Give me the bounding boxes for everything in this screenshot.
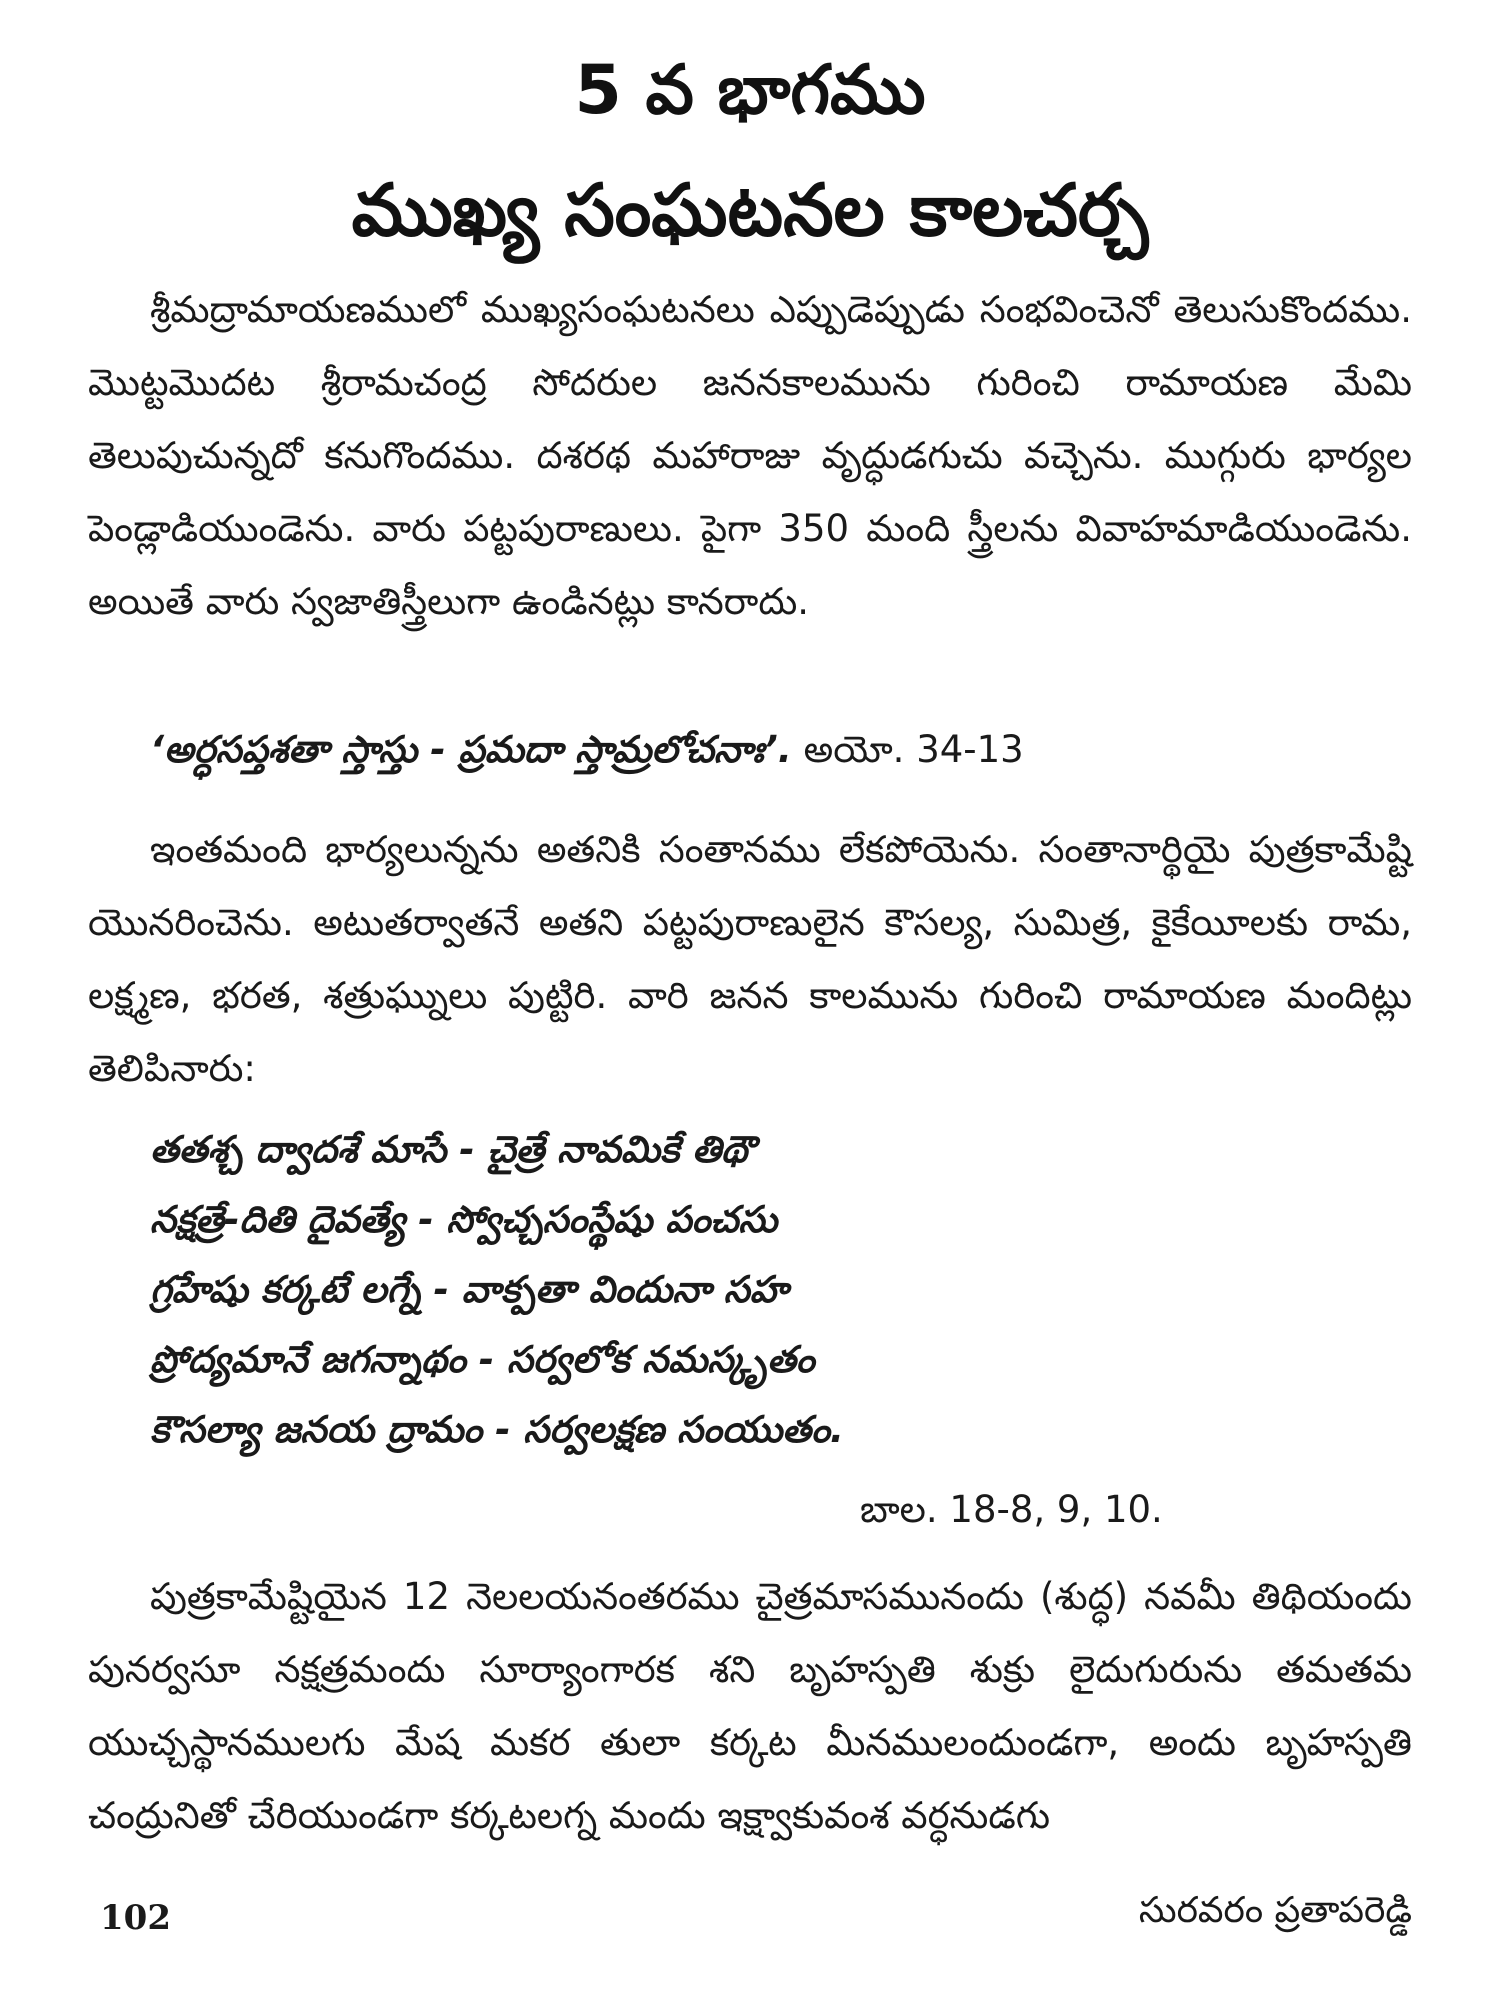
inline-quote-text: ‘అర్ధసప్తశతా స్తాస్తు - ప్రమదా స్తామ్రలోచనాః’.: [150, 728, 792, 771]
inline-quote-reference: అయో. 34-13: [791, 728, 1024, 771]
verse-line: నక్షత్రే-దితి దైవత్యే - స్వోచ్చసంస్థేషు పంచసు: [150, 1198, 778, 1241]
verse-line: తతశ్చ ద్వాదశే మాసే - చైత్రే నావమికే తిథౌ: [150, 1128, 754, 1171]
running-footer-author: సురవరం ప్రతాపరెడ్డి: [1138, 1890, 1412, 1931]
paragraph-2: ఇంతమంది భార్యలున్నను అతనికి సంతానము లేకపోయెను. సంతానార్థియై పుత్రకామేష్టి యొనరించెను. అటుతర్వాతనే అతని పట్టపురాణులైన కౌసల్య, సుమిత్ర, కైకేయీలకు రామ, లక్ష్మణ, భరత, శత్రుఘ్నులు పుట్టిరి. వారి జనన కాలమును గురించి రామాయణ మందిట్లు తెలిపినారు:: [88, 828, 1412, 1090]
sanskrit-verse: [150, 1115, 844, 1465]
chapter-title-heading: ముఖ్య సంఘటనల కాలచర్చ: [351, 168, 1149, 252]
verse-line: గ్రహేషు కర్కటే లగ్నే - వాక్పతా విందునా సహ: [150, 1268, 788, 1311]
verse-line: ప్రోద్యమానే జగన్నాథం - సర్వలోక నమస్కృతం: [150, 1338, 815, 1381]
page-number: 102: [100, 1898, 171, 1938]
inline-quote: [150, 715, 1024, 785]
chapter-number-heading: 5 వ భాగము: [574, 51, 926, 130]
paragraph-1: శ్రీమద్రామాయణములో ముఖ్యసంఘటనలు ఎప్పుడెప్పుడు సంభవించెనో తెలుసుకొందము. మొట్టమొదట శ్రీరామచంద్ర సోదరుల జననకాలమును గురించి రామాయణ మేమి తెలుపుచున్నదో కనుగొందము. దశరథ మహారాజు వృద్ధుడగుచు వచ్చెను. ముగ్గురు భార్యల పెండ్లాడియుండెను. వారు పట్టపురాణులు. పైగా 350 మంది స్త్రీలను వివాహమాడియుండెను. అయితే వారు స్వజాతిస్త్రీలుగా ఉండినట్లు కానరాదు.: [88, 288, 1412, 623]
verse-reference: బాల. 18-8, 9, 10.: [860, 1488, 1163, 1531]
paragraph-3: పుత్రకామేష్టియైన 12 నెలలయనంతరము చైత్రమాసమునందు (శుద్ధ) నవమీ తిథియందు పునర్వసూ నక్షత్రమందు సూర్యాంగారక శని బృహస్పతి శుక్రు లైదుగురును తమతమ యుచ్చస్థానములగు మేష మకర తులా కర్కట మీనములందుండగా, అందు బృహస్పతి చంద్రునితో చేరియుండగా కర్కటలగ్న మందు ఇక్ష్వాకువంశ వర్ధనుడగు: [88, 1575, 1412, 1837]
verse-line: కౌసల్యా జనయ ద్రామం - సర్వలక్షణ సంయుతం.: [150, 1408, 844, 1451]
